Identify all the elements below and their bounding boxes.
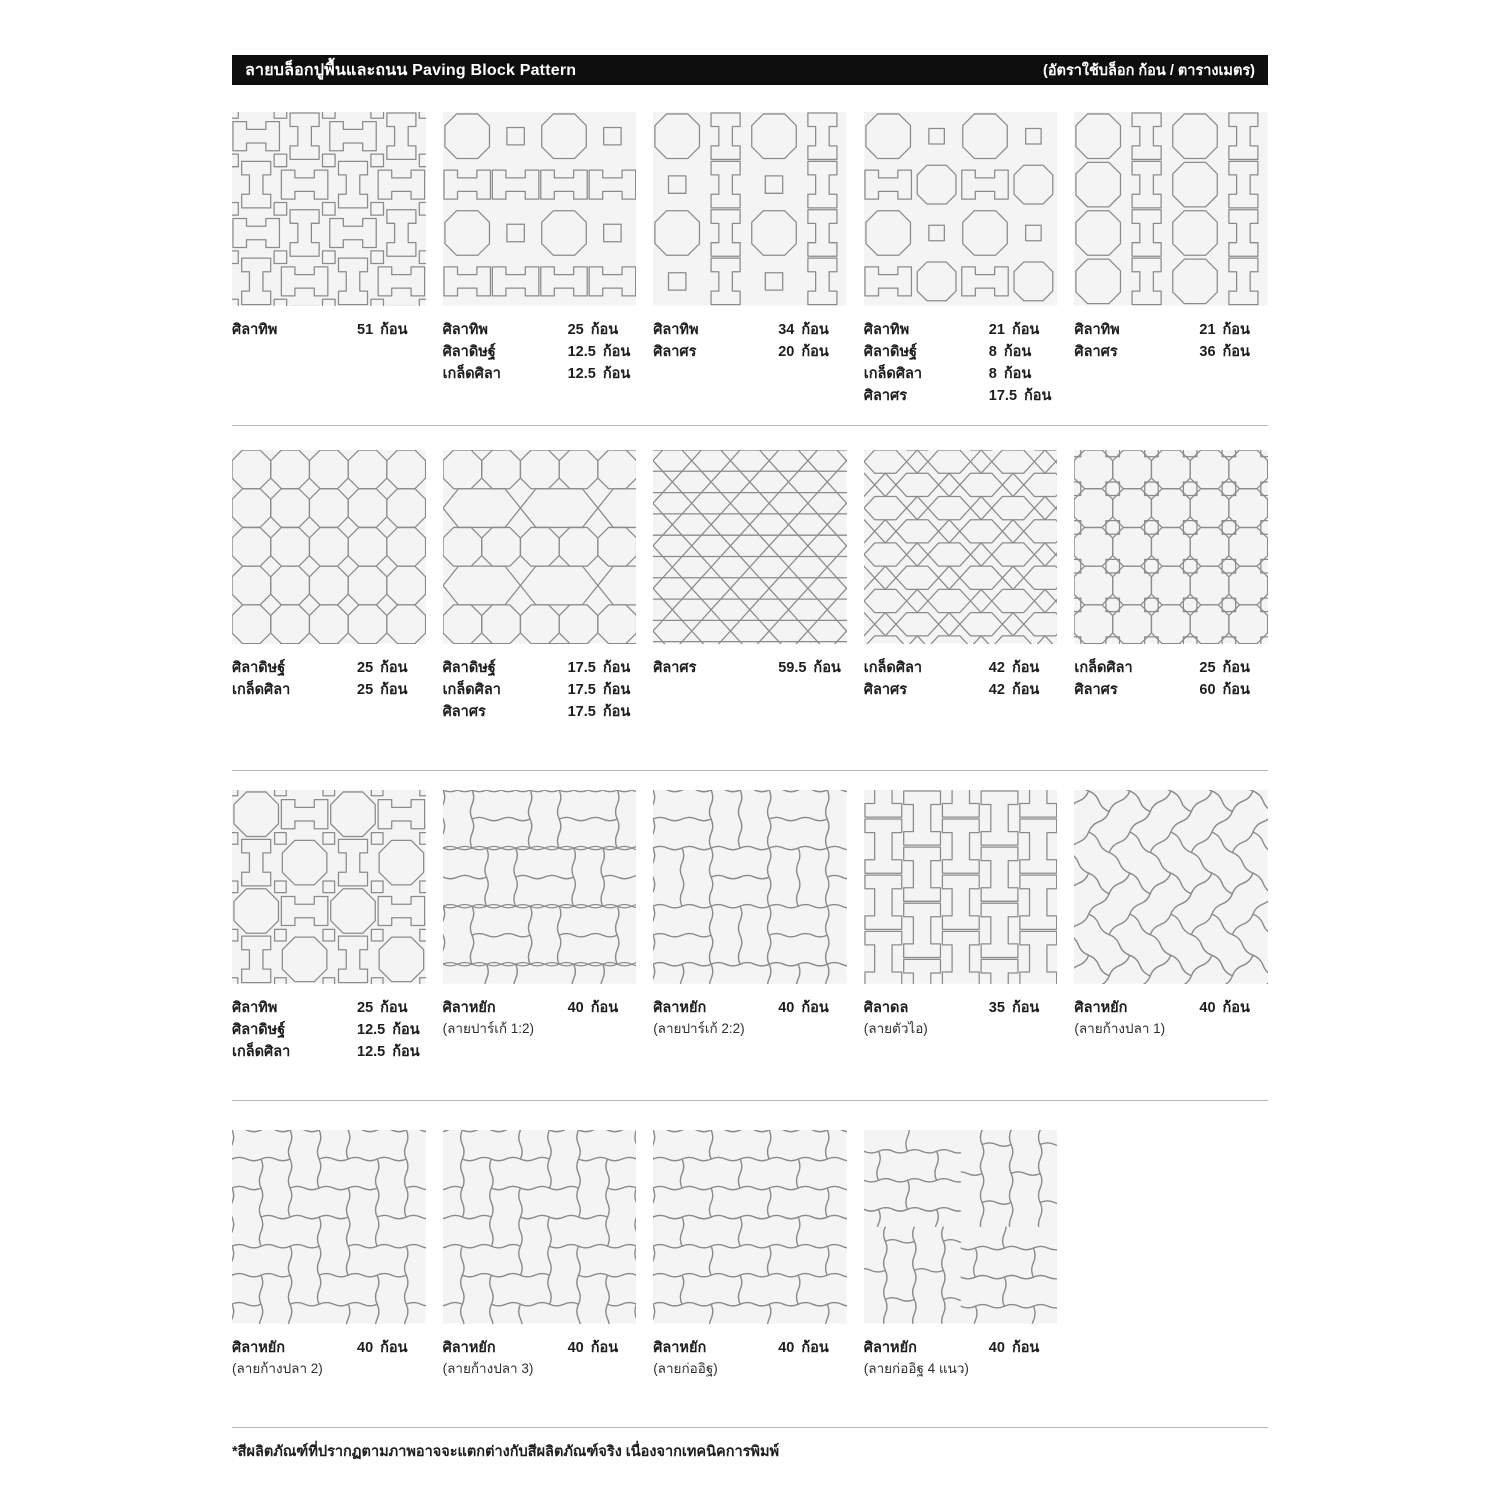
product-name: เกล็ดศิลา xyxy=(1074,659,1133,676)
pattern-labels xyxy=(232,657,426,701)
qty-value: 40 xyxy=(567,999,584,1016)
product-qty xyxy=(357,319,408,341)
pattern-card-i-block-octagon-square-mixed xyxy=(232,790,426,1088)
pattern-labels xyxy=(1074,657,1268,701)
product-name: เกล็ดศิลา xyxy=(232,1043,291,1060)
interlock-herringbone-1-swatch xyxy=(1074,790,1268,984)
product-qty xyxy=(568,997,619,1019)
product-row xyxy=(653,997,847,1019)
product-name: เกล็ดศิลา xyxy=(442,681,501,698)
product-row xyxy=(864,319,1058,341)
product-row xyxy=(232,679,426,701)
pattern-card-interlock-running-bond-4-course xyxy=(864,1130,1058,1415)
product-qty xyxy=(989,341,1031,363)
product-name: ศิลาหยัก xyxy=(232,1339,286,1356)
product-row xyxy=(653,319,847,341)
product-qty xyxy=(989,1337,1040,1359)
qty-value: 25 xyxy=(357,659,374,676)
product-name: ศิลาศร xyxy=(653,659,697,676)
product-qty xyxy=(357,1019,420,1041)
qty-unit: ก้อน xyxy=(392,1021,420,1038)
product-row xyxy=(443,341,637,363)
pattern-card-octagon-square-hexagon xyxy=(443,450,637,758)
product-qty xyxy=(568,1337,619,1359)
qty-unit: ก้อน xyxy=(392,1043,420,1060)
product-name: ศิลาดิษฐ์ xyxy=(232,659,286,676)
qty-value: 25 xyxy=(357,681,374,698)
pattern-labels xyxy=(653,1337,847,1379)
qty-unit: ก้อน xyxy=(1222,681,1250,698)
product-name: ศิลาหยัก xyxy=(442,999,496,1016)
product-qty xyxy=(989,657,1040,679)
qty-unit: ก้อน xyxy=(1222,999,1250,1016)
qty-value: 59.5 xyxy=(778,659,807,676)
pattern-card-interlock-parquet-1-2 xyxy=(443,790,637,1088)
pattern-section-1 xyxy=(232,112,1268,413)
qty-value: 25 xyxy=(1199,659,1216,676)
product-row xyxy=(443,701,637,723)
qty-value: 42 xyxy=(988,681,1005,698)
section-divider xyxy=(232,770,1268,771)
pattern-section-3 xyxy=(232,790,1268,1088)
pattern-labels xyxy=(1074,319,1268,363)
product-row xyxy=(443,319,637,341)
product-name: ศิลาศร xyxy=(442,703,486,720)
qty-value: 35 xyxy=(988,999,1005,1016)
product-name: เกล็ดศิลา xyxy=(232,681,291,698)
product-row xyxy=(232,1337,426,1359)
qty-unit: ก้อน xyxy=(1024,387,1052,404)
product-name: ศิลาดิษฐ์ xyxy=(442,659,496,676)
product-qty xyxy=(357,1041,420,1063)
product-name: ศิลาศร xyxy=(653,343,697,360)
product-name: ศิลาทิพ xyxy=(442,321,488,338)
qty-value: 25 xyxy=(357,999,374,1016)
interlock-parquet-1-2-swatch xyxy=(443,790,637,984)
qty-unit: ก้อน xyxy=(813,659,841,676)
qty-unit: ก้อน xyxy=(1011,321,1040,338)
product-name: ศิลาทิพ xyxy=(863,321,910,338)
qty-value: 40 xyxy=(778,999,795,1016)
header-bar xyxy=(232,55,1268,85)
pattern-labels xyxy=(653,997,847,1039)
pattern-card-interlock-herringbone-3 xyxy=(443,1130,637,1415)
product-row xyxy=(653,341,847,363)
product-name: ศิลาหยัก xyxy=(653,999,707,1016)
qty-value: 12.5 xyxy=(357,1043,386,1060)
product-qty xyxy=(568,319,619,341)
product-row xyxy=(864,363,1058,385)
pattern-card-i-block-octagon-square-rows xyxy=(443,112,637,413)
product-row xyxy=(1074,341,1268,363)
qty-unit: ก้อน xyxy=(1003,343,1032,360)
octagon-square-hexagon-swatch xyxy=(443,450,637,644)
interlock-running-bond-4-course-swatch xyxy=(864,1130,1058,1324)
product-qty xyxy=(989,319,1040,341)
product-name: ศิลาดิษฐ์ xyxy=(863,343,918,360)
pattern-card-interlock-herringbone-1 xyxy=(1074,790,1268,1088)
product-row xyxy=(864,341,1058,363)
pattern-labels xyxy=(864,1337,1058,1379)
pattern-labels xyxy=(443,1337,637,1379)
qty-unit: ก้อน xyxy=(801,343,829,360)
qty-unit: ก้อน xyxy=(602,365,631,382)
product-row xyxy=(864,657,1058,679)
product-row xyxy=(1074,679,1268,701)
pattern-card-hexagon-diamond xyxy=(864,450,1058,758)
catalog-page xyxy=(232,55,1268,1463)
product-row xyxy=(443,363,637,385)
product-row xyxy=(864,385,1058,407)
product-name: ศิลาหยัก xyxy=(1074,999,1128,1016)
i-block-octagon-square-arrow-mix-swatch xyxy=(864,112,1058,306)
product-name: ศิลาดิษฐ์ xyxy=(442,343,496,360)
product-name: เกล็ดศิลา xyxy=(442,365,501,382)
qty-unit: ก้อน xyxy=(1222,321,1250,338)
qty-unit: ก้อน xyxy=(602,681,631,698)
pattern-labels xyxy=(864,657,1058,701)
product-qty xyxy=(778,341,829,363)
qty-unit: ก้อน xyxy=(1011,659,1040,676)
rate-note: (อัตราใช้บล็อก ก้อน / ตารางเมตร) xyxy=(1042,62,1255,79)
product-row xyxy=(653,1337,847,1359)
qty-unit: ก้อน xyxy=(1011,1339,1040,1356)
product-name: ศิลาหยัก xyxy=(653,1339,707,1356)
product-qty xyxy=(989,679,1040,701)
qty-value: 51 xyxy=(357,321,374,338)
pattern-subtitle: (ลายปาร์เก้ 2:2) xyxy=(653,1020,745,1036)
product-row xyxy=(443,1337,637,1359)
pattern-card-i-block-octagon-columns xyxy=(653,112,847,413)
interlock-parquet-2-2-swatch xyxy=(653,790,847,984)
product-row xyxy=(1074,657,1268,679)
product-name: ศิลาทิพ xyxy=(232,321,278,338)
product-qty xyxy=(357,657,408,679)
product-name: ศิลาทิพ xyxy=(653,321,699,338)
i-block-octagon-square-rows-swatch xyxy=(443,112,637,306)
hexagon-swatch xyxy=(653,450,847,644)
qty-value: 8 xyxy=(988,365,997,382)
section-divider xyxy=(232,425,1268,426)
i-block-basketweave-squares-swatch xyxy=(232,112,426,306)
product-qty xyxy=(568,363,631,385)
product-name: เกล็ดศิลา xyxy=(863,365,923,382)
footer-divider xyxy=(232,1427,1268,1428)
pattern-card-interlock-running-bond xyxy=(653,1130,847,1415)
octagon-diamond-square-swatch xyxy=(1074,450,1268,644)
pattern-subtitle: (ลายก้างปลา 3) xyxy=(442,1360,534,1376)
pattern-subtitle: (ลายก่ออิฐ) xyxy=(653,1360,718,1376)
qty-unit: ก้อน xyxy=(1003,365,1032,382)
product-name: ศิลาหยัก xyxy=(863,1339,917,1356)
qty-value: 42 xyxy=(988,659,1005,676)
qty-value: 25 xyxy=(567,321,584,338)
pattern-labels xyxy=(443,657,637,723)
qty-unit: ก้อน xyxy=(801,999,829,1016)
qty-unit: ก้อน xyxy=(602,343,631,360)
pattern-labels xyxy=(232,1337,426,1379)
pattern-labels xyxy=(443,319,637,385)
qty-value: 34 xyxy=(778,321,795,338)
product-name: เกล็ดศิลา xyxy=(863,659,923,676)
product-name: ศิลาศร xyxy=(1074,343,1118,360)
product-row xyxy=(232,1019,426,1041)
product-qty xyxy=(568,341,631,363)
product-qty xyxy=(989,997,1040,1019)
qty-value: 17.5 xyxy=(988,387,1018,404)
qty-unit: ก้อน xyxy=(801,1339,829,1356)
qty-value: 12.5 xyxy=(567,343,596,360)
qty-value: 17.5 xyxy=(567,703,596,720)
qty-unit: ก้อน xyxy=(380,321,408,338)
pattern-card-octagon-square xyxy=(232,450,426,758)
qty-value: 17.5 xyxy=(567,681,596,698)
product-row xyxy=(864,997,1058,1019)
qty-unit: ก้อน xyxy=(380,681,408,698)
pattern-subtitle: (ลายก่ออิฐ 4 แนว) xyxy=(863,1360,969,1376)
pattern-card-hexagon xyxy=(653,450,847,758)
product-row xyxy=(443,679,637,701)
product-qty xyxy=(1199,657,1250,679)
product-name: ศิลาดล xyxy=(863,999,909,1016)
product-name: ศิลาทิพ xyxy=(232,999,278,1016)
qty-unit: ก้อน xyxy=(1222,343,1250,360)
footer-note: *สีผลิตภัณฑ์ที่ปรากฏตามภาพอาจจะแตกต่างกับสีผลิตภัณฑ์จริง เนื่องจากเทคนิคการพิมพ์ xyxy=(232,1444,780,1460)
product-qty xyxy=(1199,679,1250,701)
product-row xyxy=(232,657,426,679)
pattern-labels xyxy=(653,657,847,679)
product-qty xyxy=(778,997,829,1019)
product-qty xyxy=(1199,319,1250,341)
interlock-herringbone-3-swatch xyxy=(443,1130,637,1324)
qty-unit: ก้อน xyxy=(602,659,631,676)
product-row xyxy=(864,679,1058,701)
product-qty xyxy=(778,319,829,341)
pattern-labels xyxy=(653,319,847,363)
qty-value: 60 xyxy=(1199,681,1216,698)
product-row xyxy=(653,657,847,679)
product-name: ศิลาศร xyxy=(863,681,908,698)
qty-unit: ก้อน xyxy=(590,999,619,1016)
product-row xyxy=(443,657,637,679)
product-name: ศิลาทิพ xyxy=(1074,321,1120,338)
pattern-labels xyxy=(864,319,1058,407)
qty-unit: ก้อน xyxy=(1011,681,1040,698)
product-qty xyxy=(778,1337,829,1359)
product-qty xyxy=(357,679,408,701)
qty-unit: ก้อน xyxy=(1222,659,1250,676)
octagon-square-swatch xyxy=(232,450,426,644)
product-qty xyxy=(357,1337,408,1359)
pattern-section-2 xyxy=(232,450,1268,758)
qty-value: 8 xyxy=(988,343,997,360)
qty-unit: ก้อน xyxy=(1011,999,1040,1016)
pattern-card-octagon-diamond-square xyxy=(1074,450,1268,758)
qty-unit: ก้อน xyxy=(380,1339,408,1356)
interlock-running-bond-swatch xyxy=(653,1130,847,1324)
product-qty xyxy=(568,701,631,723)
pattern-subtitle: (ลายปาร์เก้ 1:2) xyxy=(442,1020,535,1036)
product-name: ศิลาศร xyxy=(863,387,908,404)
i-block-octagon-columns-dense-swatch xyxy=(1074,112,1268,306)
qty-value: 36 xyxy=(1199,343,1216,360)
qty-unit: ก้อน xyxy=(380,659,408,676)
qty-value: 40 xyxy=(357,1339,374,1356)
i-block-columns-swatch xyxy=(864,790,1058,984)
pattern-subtitle: (ลายตัวไอ) xyxy=(863,1020,928,1036)
i-block-octagon-columns-swatch xyxy=(653,112,847,306)
product-qty xyxy=(989,363,1031,385)
pattern-card-interlock-herringbone-2 xyxy=(232,1130,426,1415)
i-block-octagon-square-mixed-swatch xyxy=(232,790,426,984)
pattern-labels xyxy=(232,319,426,341)
product-qty xyxy=(357,997,408,1019)
qty-unit: ก้อน xyxy=(801,321,829,338)
product-name: ศิลาหยัก xyxy=(442,1339,496,1356)
qty-unit: ก้อน xyxy=(602,703,631,720)
section-divider xyxy=(232,1100,1268,1101)
pattern-labels xyxy=(864,997,1058,1039)
product-name: ศิลาดิษฐ์ xyxy=(232,1021,286,1038)
qty-unit: ก้อน xyxy=(590,321,619,338)
pattern-card-i-block-basketweave-squares xyxy=(232,112,426,413)
product-row xyxy=(1074,997,1268,1019)
pattern-subtitle: (ลายก้างปลา 2) xyxy=(232,1360,323,1376)
qty-unit: ก้อน xyxy=(590,1339,619,1356)
pattern-card-i-block-octagon-columns-dense xyxy=(1074,112,1268,413)
product-row xyxy=(864,1337,1058,1359)
qty-value: 12.5 xyxy=(567,365,596,382)
product-row xyxy=(443,997,637,1019)
product-qty xyxy=(568,657,631,679)
qty-value: 40 xyxy=(988,1339,1005,1356)
pattern-card-interlock-parquet-2-2 xyxy=(653,790,847,1088)
qty-value: 40 xyxy=(567,1339,584,1356)
product-row xyxy=(232,997,426,1019)
product-qty xyxy=(989,385,1052,407)
qty-value: 21 xyxy=(988,321,1005,338)
product-qty xyxy=(778,657,841,679)
pattern-subtitle: (ลายก้างปลา 1) xyxy=(1074,1020,1166,1036)
pattern-card-i-block-columns xyxy=(864,790,1058,1088)
pattern-labels xyxy=(1074,997,1268,1039)
product-qty xyxy=(1199,997,1250,1019)
product-row xyxy=(1074,319,1268,341)
interlock-herringbone-2-swatch xyxy=(232,1130,426,1324)
product-qty xyxy=(568,679,631,701)
product-name: ศิลาศร xyxy=(1074,681,1118,698)
qty-value: 20 xyxy=(778,343,795,360)
pattern-section-4 xyxy=(232,1130,1268,1415)
product-row xyxy=(232,1041,426,1063)
qty-value: 17.5 xyxy=(567,659,596,676)
qty-value: 21 xyxy=(1199,321,1216,338)
hexagon-diamond-swatch xyxy=(864,450,1058,644)
pattern-labels xyxy=(443,997,637,1039)
qty-value: 40 xyxy=(1199,999,1216,1016)
qty-value: 40 xyxy=(778,1339,795,1356)
pattern-labels xyxy=(232,997,426,1063)
page-title: ลายบล็อกปูพื้นและถนน Paving Block Pattern xyxy=(245,61,577,79)
pattern-card-i-block-octagon-square-arrow-mix xyxy=(864,112,1058,413)
qty-value: 12.5 xyxy=(357,1021,386,1038)
qty-unit: ก้อน xyxy=(380,999,408,1016)
product-row xyxy=(232,319,426,341)
product-qty xyxy=(1199,341,1250,363)
